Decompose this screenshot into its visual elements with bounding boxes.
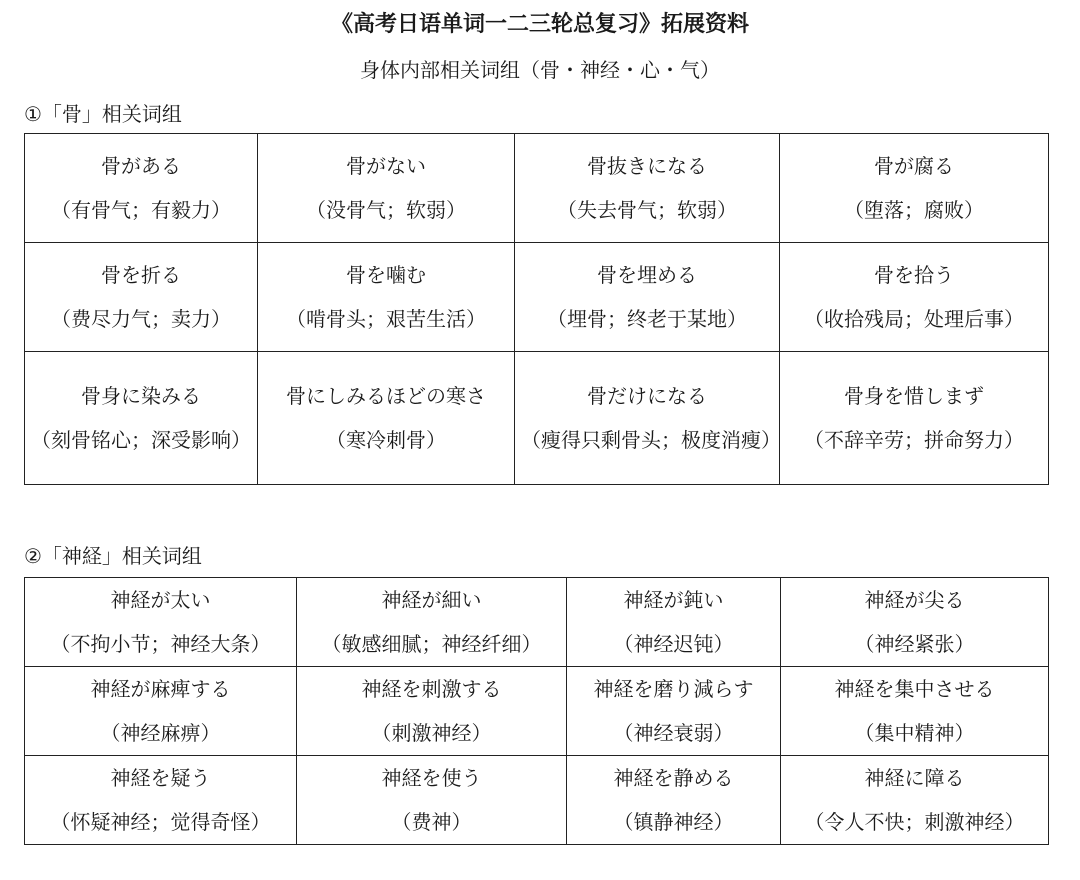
table-cell (780, 243, 1049, 352)
table-cell (567, 667, 781, 756)
table-cell (567, 578, 781, 667)
phrase-word: 骨を噛む (346, 263, 426, 287)
table-cell (258, 243, 515, 352)
phrase-word: 神経が細い (381, 588, 482, 612)
table-cell (297, 667, 567, 756)
phrase-meaning: （堕落；腐败） (844, 198, 984, 222)
table-cell (25, 352, 258, 485)
table-row (25, 352, 1049, 485)
table-cell (567, 756, 781, 845)
section-heading-bone: ①「骨」相关词组 (24, 102, 182, 126)
table-cell (780, 134, 1049, 243)
table-cell (781, 578, 1049, 667)
phrase-meaning: （怀疑神经；觉得奇怪） (50, 810, 271, 834)
phrase-word: 神経を集中させる (834, 677, 995, 701)
phrase-word: 骨がある (101, 154, 181, 178)
phrase-meaning: （刻骨铭心；深受影响） (31, 428, 251, 452)
phrase-meaning: （不拘小节；神经大条） (50, 632, 271, 656)
phrase-word: 神経を疑う (110, 766, 211, 790)
table-cell (515, 352, 780, 485)
phrase-word: 神経が麻痺する (90, 677, 231, 701)
bone-phrases-table (24, 133, 1049, 485)
phrase-meaning: （敏感细腻；神经纤细） (321, 632, 542, 656)
phrase-meaning: （神经紧张） (854, 632, 975, 656)
phrase-word: 骨だけになる (587, 384, 707, 408)
table-cell (25, 578, 297, 667)
phrase-meaning: （镇静神经） (613, 810, 734, 834)
phrase-meaning: （刺激神经） (371, 721, 492, 745)
table-cell (515, 134, 780, 243)
phrase-word: 骨にしみるほどの寒さ (286, 384, 486, 408)
table-cell (25, 243, 258, 352)
phrase-word: 骨が腐る (874, 154, 954, 178)
phrase-meaning: （不辞辛劳；拼命努力） (804, 428, 1024, 452)
table-cell (780, 352, 1049, 485)
phrase-word: 骨を埋める (597, 263, 697, 287)
phrase-word: 骨身を惜しまず (844, 384, 984, 408)
table-cell (781, 756, 1049, 845)
phrase-word: 神経を静める (613, 766, 734, 790)
nerve-phrases-table (24, 577, 1049, 845)
table-row (25, 134, 1049, 243)
phrase-meaning: （啃骨头；艰苦生活） (286, 307, 486, 331)
table-row (25, 756, 1049, 845)
phrase-meaning: （没骨气；软弱） (306, 198, 466, 222)
table-cell (258, 352, 515, 485)
phrase-meaning: （埋骨；终老于某地） (547, 307, 747, 331)
table-cell (25, 134, 258, 243)
phrase-word: 神経が尖る (864, 588, 965, 612)
phrase-meaning: （有骨气；有毅力） (51, 198, 231, 222)
phrase-word: 骨抜きになる (587, 154, 707, 178)
phrase-meaning: （集中精神） (854, 721, 975, 745)
document-subtitle: 身体内部相关词组（骨・神经・心・气） (360, 58, 720, 82)
section-heading-nerve: ②「神経」相关词组 (24, 544, 202, 568)
phrase-word: 神経を磨り減らす (593, 677, 754, 701)
document-title: 《高考日语单词一二三轮总复习》拓展资料 (330, 12, 749, 37)
phrase-word: 神経に障る (864, 766, 965, 790)
table-cell (25, 667, 297, 756)
phrase-meaning: （瘦得只剩骨头；极度消瘦） (521, 428, 781, 452)
phrase-word: 神経を刺激する (361, 677, 502, 701)
phrase-meaning: （令人不快；刺激神经） (804, 810, 1025, 834)
table-cell (258, 134, 515, 243)
table-cell (515, 243, 780, 352)
phrase-word: 骨がない (346, 154, 426, 178)
table-row (25, 243, 1049, 352)
phrase-word: 骨身に染みる (81, 384, 201, 408)
phrase-meaning: （神经迟钝） (613, 632, 734, 656)
table-cell (297, 756, 567, 845)
phrase-word: 神経を使う (381, 766, 482, 790)
table-cell (297, 578, 567, 667)
phrase-meaning: （神经麻痹） (100, 721, 221, 745)
phrase-meaning: （收拾残局；处理后事） (804, 307, 1024, 331)
phrase-word: 神経が鈍い (623, 588, 724, 612)
phrase-word: 骨を折る (101, 263, 181, 287)
phrase-meaning: （失去骨气；软弱） (557, 198, 737, 222)
table-row (25, 667, 1049, 756)
table-cell (25, 756, 297, 845)
phrase-word: 神経が太い (110, 588, 211, 612)
phrase-word: 骨を拾う (874, 263, 954, 287)
phrase-meaning: （费尽力气；卖力） (51, 307, 231, 331)
table-cell (781, 667, 1049, 756)
phrase-meaning: （神经衰弱） (613, 721, 734, 745)
phrase-meaning: （费神） (391, 810, 472, 834)
phrase-meaning: （寒冷刺骨） (326, 428, 446, 452)
table-row (25, 578, 1049, 667)
